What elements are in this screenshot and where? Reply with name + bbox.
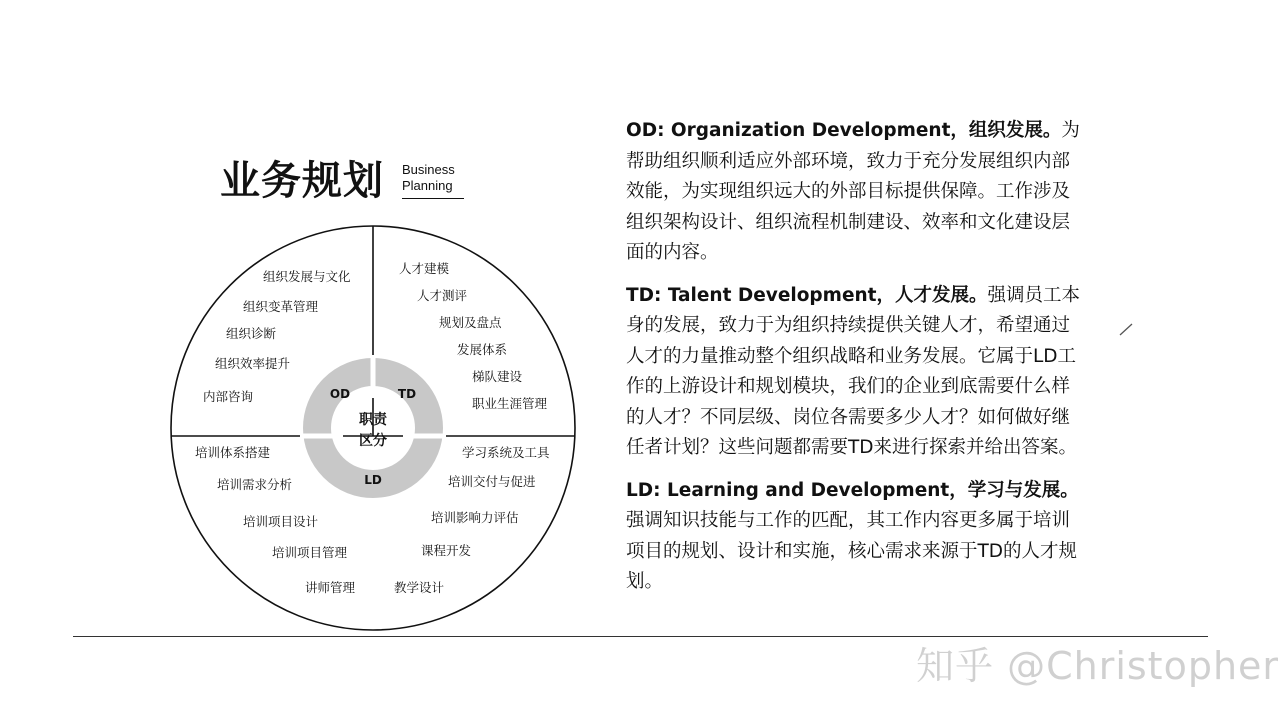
ld-item: 培训项目管理 xyxy=(272,545,348,560)
watermark: 知乎 @Christopher xyxy=(916,644,1280,688)
td-item: 规划及盘点 xyxy=(439,315,502,330)
ld-item: 讲师管理 xyxy=(305,580,356,595)
description-panel xyxy=(626,116,1088,610)
od-item: 组织发展与文化 xyxy=(263,269,351,284)
td-item: 职业生涯管理 xyxy=(472,396,548,411)
ld-body: 强调知识技能与工作的匹配，其工作内容更多属于培训项目的规划、设计和实施，核心需求来源于TD的人才规划。 xyxy=(626,510,1078,592)
td-body: 强调员工本身的发展，致力于为组织持续提供关键人才，希望通过人才的力量推动整个组织战略和业务发展。它属于LD工作的上游设计和规划模块，我们的企业到底需要什么样的人才？不同层级、岗位各需要多少人才？如何做好继任者计划？这些问题都需要TD来进行探索并给出答案。 xyxy=(626,284,1081,458)
ld-heading: LD: Learning and Development，学习与发展。 xyxy=(626,479,1079,501)
ld-item: 培训项目设计 xyxy=(243,514,319,529)
subtitle-line-1: Business xyxy=(402,162,455,177)
td-description xyxy=(626,281,1088,464)
center-label-line-2: 区分 xyxy=(359,433,387,449)
ld-item: 学习系统及工具 xyxy=(462,445,550,460)
od-heading: OD: Organization Development，组织发展。 xyxy=(626,120,1062,141)
td-item: 发展体系 xyxy=(457,342,508,357)
diagram-title: 业务规划 xyxy=(220,158,384,204)
quadrant-td-label: TD xyxy=(397,387,417,401)
od-body: 为帮助组织顺利适应外部环境，致力于充分发展组织内部效能，为实现组织远大的外部目标提供保障。工作涉及组织架构设计、组织流程机制建设、效率和文化建设层面的内容。 xyxy=(626,120,1080,263)
td-item: 人才建模 xyxy=(399,261,450,276)
td-item: 梯队建设 xyxy=(472,369,523,384)
quadrant-od-label: OD xyxy=(329,387,351,401)
od-item: 内部咨询 xyxy=(203,389,254,404)
ld-description xyxy=(626,476,1088,598)
td-heading: TD: Talent Development，人才发展。 xyxy=(626,284,988,306)
ld-item: 培训体系搭建 xyxy=(195,445,271,460)
od-description xyxy=(626,116,1088,269)
slash-mark-icon xyxy=(1118,322,1134,336)
ld-item: 培训需求分析 xyxy=(217,477,293,492)
center-label-line-1: 职责 xyxy=(359,412,387,428)
od-item: 组织变革管理 xyxy=(243,299,319,314)
subtitle-line-2: Planning xyxy=(402,178,453,193)
od-item: 组织诊断 xyxy=(226,326,277,341)
bottom-divider xyxy=(73,636,1208,637)
td-item: 人才测评 xyxy=(417,288,468,303)
od-item: 组织效率提升 xyxy=(215,356,291,371)
ld-item: 培训交付与促进 xyxy=(448,474,536,489)
ld-item: 教学设计 xyxy=(394,580,445,595)
ld-item: 培训影响力评估 xyxy=(431,510,519,525)
ld-item: 课程开发 xyxy=(421,543,472,558)
quadrant-ld-label: LD xyxy=(364,473,382,487)
